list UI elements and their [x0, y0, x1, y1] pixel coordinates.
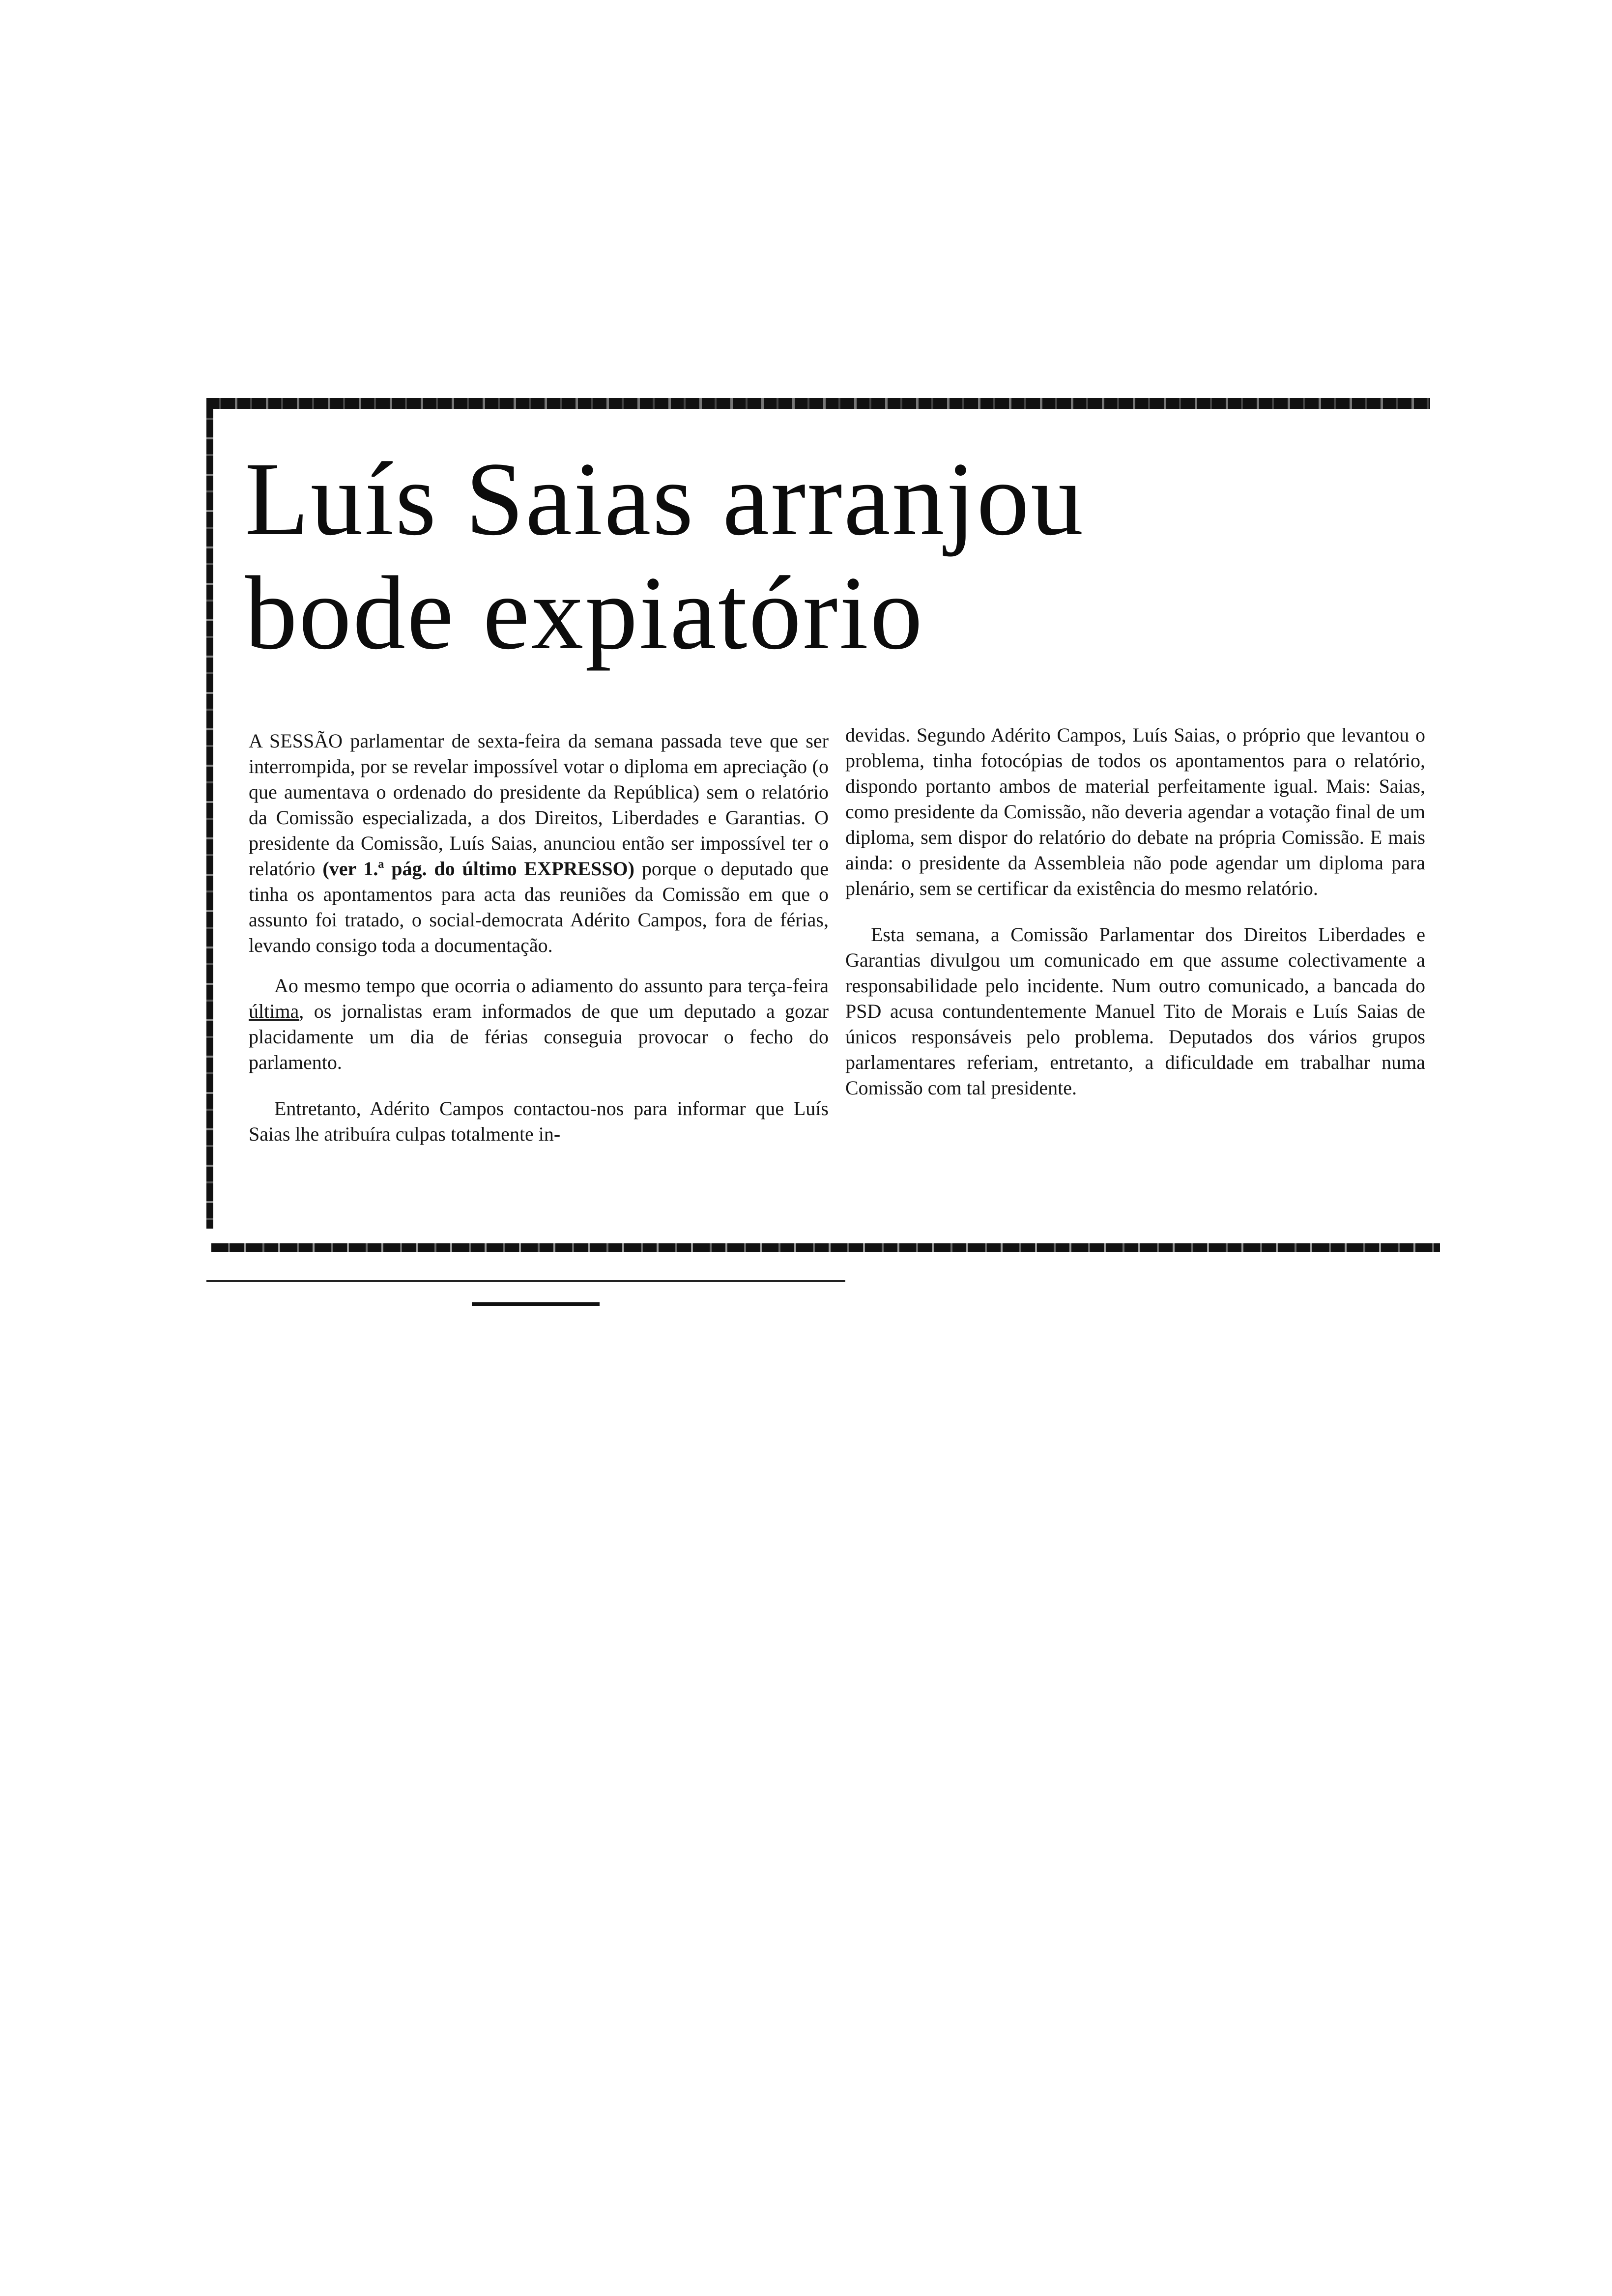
headline-line-2: bode expiatório — [245, 555, 924, 671]
article-headline — [245, 442, 1375, 670]
paragraph-right-2: Esta semana, a Comissão Parlamentar dos Direitos Liberdades e Garantias divulgou um comunicado em que assume colectivamente a responsabilidade pelo incidente. Num outro comunicado, a bancada do PSD acusa contundentemente Manuel Tito de Morais e Luís Saias de únicos responsáveis pelo problema. Deputados dos vários grupos parlamentares referiam, entretanto, a dificuldade em trabalhar numa Comissão com tal presidente. — [845, 923, 1425, 1099]
headline-line-1: Luís Saias arranjou — [245, 441, 1085, 557]
paragraph-left-2-underlined: última — [249, 1000, 299, 1022]
paragraph-left-1-text-a: A SESSÃO parlamentar de sexta-feira da semana passada teve que ser interrompida, por se revelar impossível votar o diploma em apreciação (o que aumentava o ordenado do presidente da República) sem o relatório da Comissão especializada, a dos Direitos, Liberdades e Garantias. O presidente da Comissão, Luís Saias, anunciou então ser impossível ter o relatório — [249, 730, 829, 880]
paragraph-left-1-reference: (ver 1.ª pág. do último EXPRESSO) — [322, 858, 634, 880]
paragraph-left-3: Entretanto, Adérito Campos contactou-nos para informar que Luís Saias lhe atribuíra culpas totalmente in- — [249, 1097, 829, 1145]
left-border-rule — [206, 403, 213, 1229]
bottom-underline-rule — [206, 1280, 845, 1282]
bottom-short-rule — [472, 1302, 600, 1306]
paragraph-right-1: devidas. Segundo Adérito Campos, Luís Saias, o próprio que levantou o problema, tinha fotocópias de todos os apontamentos para o relatório, dispondo portanto ambos de material perfeitamente igual. Mais: Saias, como presidente da Comissão, não deveria agendar a votação final de um diploma, sem dispor do relatório do debate na própria Comissão. E mais ainda: o presidente da Assembleia não pode agendar um diploma para plenário, sem se certificar da existência do mesmo relatório. — [845, 724, 1425, 899]
bottom-border-rule — [211, 1243, 1440, 1252]
paragraph-left-2-text-b: , os jornalistas eram informados de que um deputado a gozar placidamente um dia de férias conseguia provocar o fecho do parlamento. — [249, 1000, 829, 1073]
paragraph-left-1 — [249, 728, 829, 958]
paragraph-left-1-text-b: porque o deputado que tinha os apontamentos para acta das reuniões da Comissão em que o assunto foi tratado, o social-democrata Adérito Campos, fora de férias, levando consigo toda a documentação. — [249, 858, 829, 956]
top-border-rule — [206, 398, 1430, 409]
paragraph-left-2-text-a: Ao mesmo tempo que ocorria o adiamento do assunto para terça-feira — [274, 975, 829, 997]
newspaper-clipping — [206, 398, 1445, 1263]
paragraph-left-2 — [249, 973, 829, 1075]
article-column-left — [249, 728, 829, 1168]
article-column-right — [845, 722, 1425, 1121]
